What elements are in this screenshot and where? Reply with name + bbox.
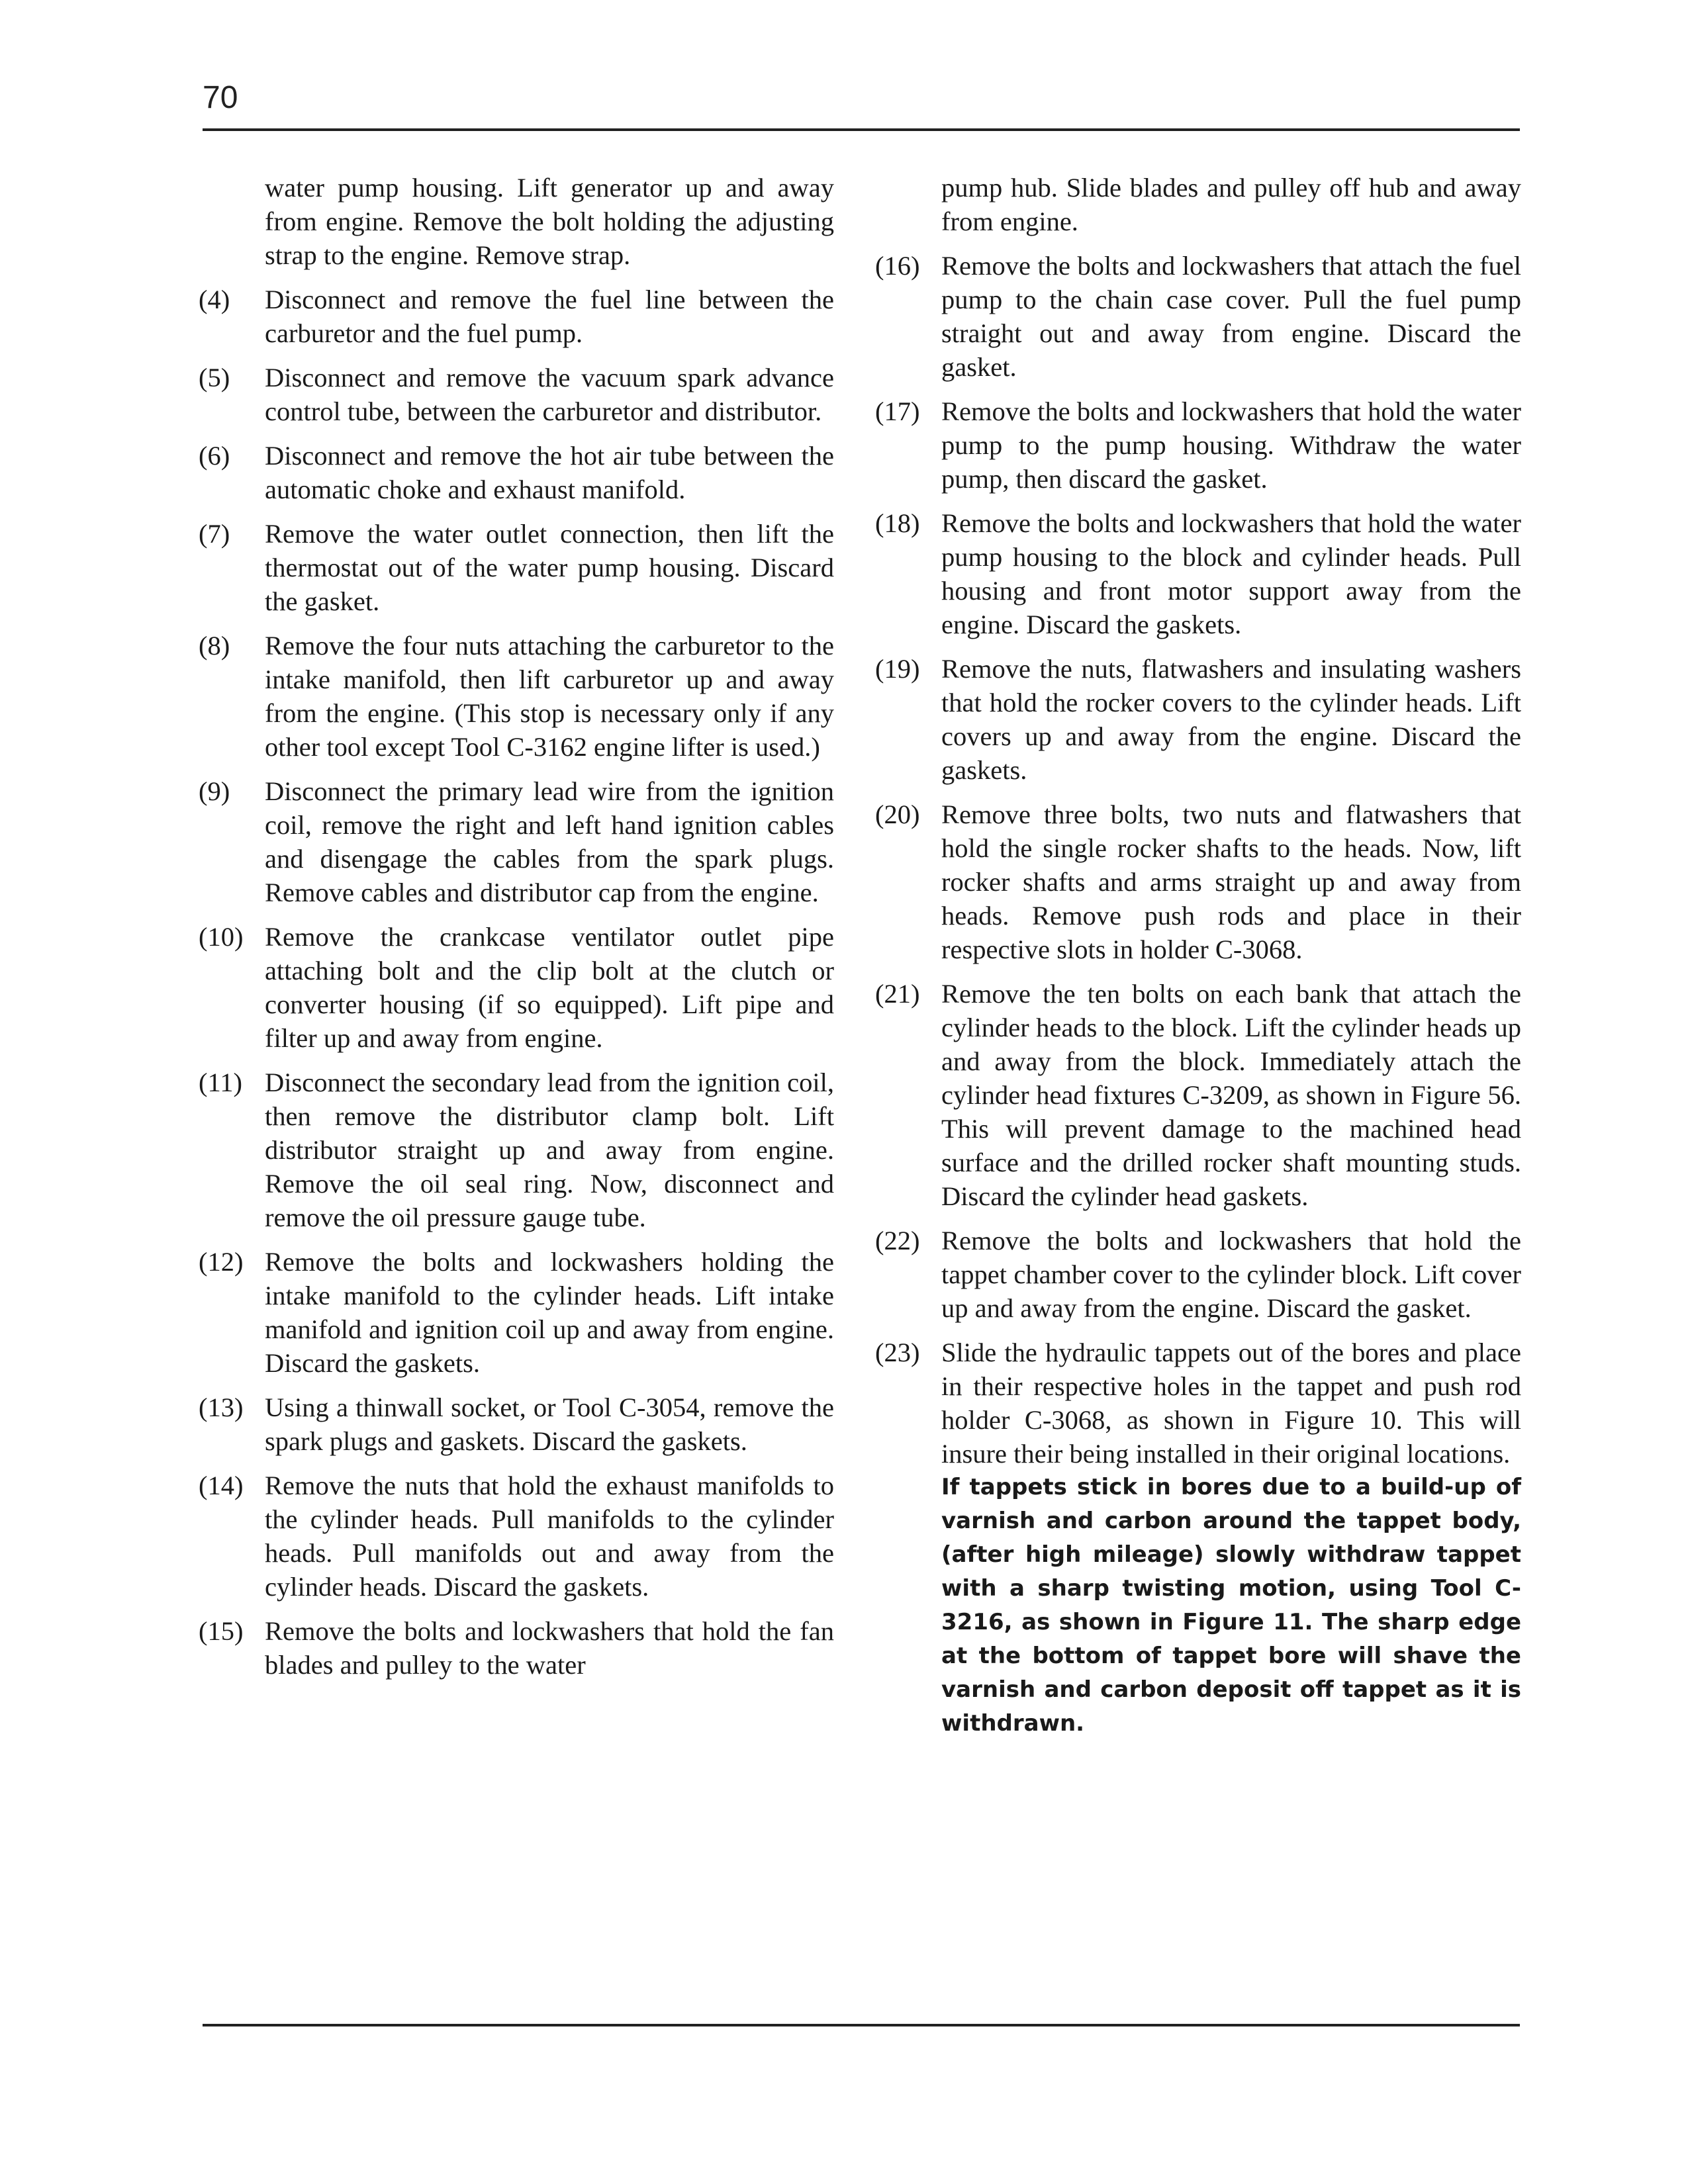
page-number: 70 bbox=[203, 80, 238, 115]
step-number: (19) bbox=[875, 654, 920, 684]
step-text: Disconnect and remove the hot air tube between the automatic choke and exhaust manifold. bbox=[265, 441, 834, 504]
step-number: (13) bbox=[199, 1392, 244, 1422]
step-body bbox=[941, 1336, 1521, 1741]
step-number: (22) bbox=[875, 1226, 920, 1255]
step-item bbox=[199, 1390, 834, 1458]
step-item bbox=[875, 249, 1521, 384]
bold-note: If tappets stick in bores due to a build-up of varnish and carbon around the tappet body, (after high mileage) slowly withdraw tappet with a sharp twisting motion, using Tool C-3216, as shown in Figure 11. The sharp edge at the bottom of tappet bore will shave the varnish and carbon deposit off tappet as it is withdrawn. bbox=[941, 1474, 1521, 1737]
header-rule bbox=[203, 128, 1520, 131]
step-text: Remove the crankcase ventilator outlet pipe attaching bolt and the clip bolt at the clutch or converter housing (if so equipped). Lift pipe and filter up and away from engine. bbox=[265, 922, 834, 1053]
continued-paragraph: water pump housing. Lift generator up and away from engine. Remove the bolt holding the adjusting strap to the engine. Remove strap. bbox=[265, 173, 834, 270]
footer-rule bbox=[203, 2024, 1520, 2026]
step-item bbox=[199, 774, 834, 909]
step-text: Remove the four nuts attaching the carburetor to the intake manifold, then lift carburetor up and away from the engine. (This stop is necessary only if any other tool except Tool C-3162 engine lifter is used.) bbox=[265, 631, 834, 762]
step-text: Remove the bolts and lockwashers that attach the fuel pump to the chain case cover. Pull the fuel pump straight out and away from engine. Discard the gasket. bbox=[941, 251, 1521, 382]
step-text: Remove the bolts and lockwashers holding the intake manifold to the cylinder heads. Lift intake manifold and ignition coil up and away from engine. Discard the gaskets. bbox=[265, 1247, 834, 1378]
step-text: Remove the bolts and lockwashers that hold the fan blades and pulley to the water bbox=[265, 1616, 834, 1680]
step-item bbox=[199, 439, 834, 506]
step-item bbox=[199, 517, 834, 618]
step-text: Disconnect the primary lead wire from the ignition coil, remove the right and left hand ignition cables and disengage the cables from the spark plugs. Remove cables and distributor cap from the engine. bbox=[265, 776, 834, 907]
step-item bbox=[199, 1066, 834, 1234]
step-number: (6) bbox=[199, 441, 230, 471]
step-number: (5) bbox=[199, 363, 230, 392]
step-item bbox=[199, 629, 834, 764]
step-text: Remove the bolts and lockwashers that hold the water pump housing to the block and cylinder heads. Pull housing and front motor support away from the engine. Discard the gaskets. bbox=[941, 508, 1521, 639]
step-text: Remove the bolts and lockwashers that hold the tappet chamber cover to the cylinder block. Lift cover up and away from the engine. Discard the gasket. bbox=[941, 1226, 1521, 1323]
step-item bbox=[199, 283, 834, 350]
step-item bbox=[199, 1245, 834, 1380]
step-item bbox=[875, 977, 1521, 1213]
step-text: Remove the nuts, flatwashers and insulating washers that hold the rocker covers to the cylinder heads. Lift covers up and away from the engine. Discard the gaskets. bbox=[941, 654, 1521, 785]
step-text: Using a thinwall socket, or Tool C-3054, remove the spark plugs and gaskets. Discard the gaskets. bbox=[265, 1392, 834, 1456]
step-item bbox=[875, 394, 1521, 496]
step-item bbox=[199, 920, 834, 1055]
right-column bbox=[875, 171, 1521, 1751]
step-number: (15) bbox=[199, 1616, 244, 1646]
step-number: (8) bbox=[199, 631, 230, 660]
step-text: Disconnect the secondary lead from the ignition coil, then remove the distributor clamp bolt. Lift distributor straight up and away from engine. Remove the oil seal ring. Now, disconnect and remove the oil pressure gauge tube. bbox=[265, 1068, 834, 1232]
step-item bbox=[875, 506, 1521, 641]
step-number: (12) bbox=[199, 1247, 244, 1277]
step-text: Remove three bolts, two nuts and flatwashers that hold the single rocker shafts to the heads. Now, lift rocker shafts and arms straight up and away from heads. Remove push rods and place in their respective slots in holder C-3068. bbox=[941, 799, 1521, 964]
step-item bbox=[875, 652, 1521, 787]
step-number: (10) bbox=[199, 922, 244, 952]
step-item bbox=[199, 361, 834, 428]
step-number: (14) bbox=[199, 1471, 244, 1500]
step-number: (18) bbox=[875, 508, 920, 538]
left-column bbox=[199, 171, 834, 1692]
step-item bbox=[875, 1336, 1521, 1741]
step-item bbox=[199, 1614, 834, 1682]
step-number: (20) bbox=[875, 799, 920, 829]
step-number: (23) bbox=[875, 1338, 920, 1367]
step-number: (11) bbox=[199, 1068, 242, 1097]
step-text: Disconnect and remove the fuel line between the carburetor and the fuel pump. bbox=[265, 285, 834, 348]
step-number: (7) bbox=[199, 519, 230, 549]
step-item bbox=[875, 797, 1521, 966]
step-item bbox=[875, 1224, 1521, 1325]
step-number: (17) bbox=[875, 396, 920, 426]
step-number: (21) bbox=[875, 979, 920, 1009]
step-text: Remove the water outlet connection, then lift the thermostat out of the water pump housing. Discard the gasket. bbox=[265, 519, 834, 616]
step-text: Remove the ten bolts on each bank that attach the cylinder heads to the block. Lift the cylinder heads up and away from the block. Immediately attach the cylinder head fixtures C-3209, as shown in Figure 56. This will prevent damage to the machined head surface and the drilled rocker shaft mounting studs. Discard the cylinder head gaskets. bbox=[941, 979, 1521, 1211]
step-number: (4) bbox=[199, 285, 230, 314]
continued-paragraph: pump hub. Slide blades and pulley off hub and away from engine. bbox=[941, 173, 1521, 236]
step-number: (9) bbox=[199, 776, 230, 806]
step-number: (16) bbox=[875, 251, 920, 281]
step-text: Disconnect and remove the vacuum spark advance control tube, between the carburetor and distributor. bbox=[265, 363, 834, 426]
step-text: Remove the nuts that hold the exhaust manifolds to the cylinder heads. Pull manifolds to the cylinder heads. Pull manifolds out and away from the cylinder heads. Discard the gaskets. bbox=[265, 1471, 834, 1602]
step-text: Slide the hydraulic tappets out of the bores and place in their respective holes in the tappet and push rod holder C-3068, as shown in Figure 10. This will insure their being installed in their original locations. bbox=[941, 1338, 1521, 1469]
step-text: Remove the bolts and lockwashers that hold the water pump to the pump housing. Withdraw the water pump, then discard the gasket. bbox=[941, 396, 1521, 494]
step-item bbox=[199, 1469, 834, 1604]
